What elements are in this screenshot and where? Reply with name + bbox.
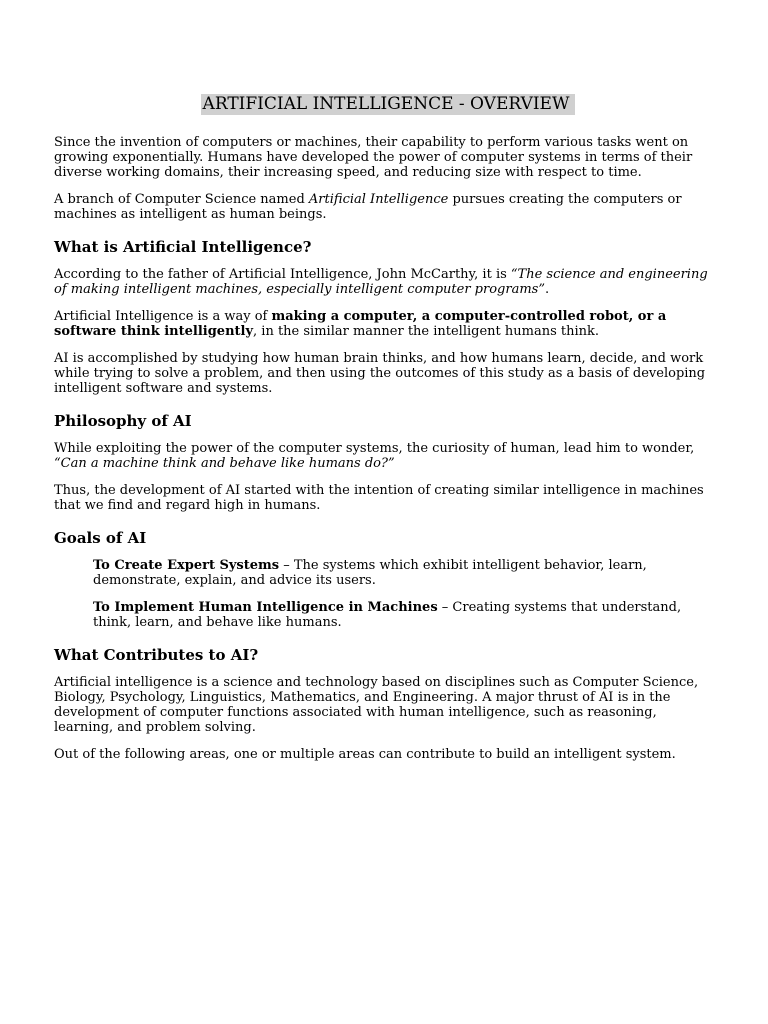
- intro-p1-text: Since the invention of computers or machines, their capability to perform various tasks went on growing exponentially. Humans have developed the power of computer systems in terms of their diverse working domains, their increasing speed, and reducing size with respect to time.: [54, 135, 693, 180]
- contributes-paragraph-1: [54, 675, 714, 735]
- mccarthy-quote: “The science and engineering of making intelligent machines, especially intelligent computer programs”: [54, 267, 708, 297]
- what-is-p1-before: According to the father of Artificial Intelligence, John McCarthy, it is: [54, 267, 511, 282]
- contributes-p2-text: Out of the following areas, one or multiple areas can contribute to build an intelligent system.: [54, 747, 676, 762]
- what-is-p1-after: .: [544, 282, 550, 297]
- philosophy-paragraph-1: [54, 441, 714, 471]
- what-is-paragraph-3: [54, 351, 714, 396]
- intro-p2-italic: Artificial Intelligence: [308, 192, 449, 207]
- title-wrap: [54, 94, 722, 115]
- philosophy-paragraph-2: [54, 483, 714, 513]
- contributes-paragraph-2: [54, 747, 714, 762]
- philosophy-p1-before: While exploiting the power of the computer systems, the curiosity of human, lead him to wonder,: [54, 441, 695, 456]
- philosophy-heading: Philosophy of AI: [54, 412, 192, 430]
- what-is-p3-text: AI is accomplished by studying how human brain thinks, and how humans learn, decide, and work while trying to solve a problem, and then using the outcomes of this study as a basis of developing intelligent software and systems.: [54, 351, 706, 396]
- what-is-p2-before: Artificial Intelligence is a way of: [54, 309, 272, 324]
- page-title: ARTIFICIAL INTELLIGENCE - OVERVIEW: [201, 94, 576, 115]
- goal-1-term: To Create Expert Systems: [93, 558, 280, 573]
- goal-item-2: [54, 600, 714, 630]
- goals-heading: Goals of AI: [54, 529, 147, 547]
- what-is-paragraph-1: [54, 267, 714, 297]
- document-page: [54, 0, 714, 774]
- goal-2-desc: – Creating systems that understand, think, learn, and behave like humans.: [93, 600, 682, 630]
- what-is-paragraph-2: [54, 309, 714, 339]
- contributes-p1-text: Artificial intelligence is a science and technology based on disciplines such as Computer Science, Biology, Psychology, Linguistics, Mathematics, and Engineering. A major thrust of AI is in the development of computer functions associated with human intelligence, such as reasoning, learning, and problem solving.: [54, 675, 699, 735]
- intro-p2-before: A branch of Computer Science named: [54, 192, 309, 207]
- intro-paragraph-2: [54, 192, 714, 222]
- philosophy-p2-text: Thus, the development of AI started with the intention of creating similar intelligence in machines that we find and regard high in humans.: [54, 483, 704, 513]
- what-is-p2-after: , in the similar manner the intelligent humans think.: [253, 324, 600, 339]
- goal-2-term: To Implement Human Intelligence in Machines: [93, 600, 438, 615]
- philosophy-quote: “Can a machine think and behave like humans do?”: [54, 456, 395, 471]
- goal-item-1: [54, 558, 714, 588]
- what-is-p2-bold: making a computer, a computer-controlled robot, or a software think intelligently: [54, 309, 667, 339]
- intro-paragraph-1: [54, 135, 714, 180]
- intro-p2-after: pursues creating the computers or machines as intelligent as human beings.: [54, 192, 682, 222]
- goal-1-desc: – The systems which exhibit intelligent behavior, learn, demonstrate, explain, and advice its users.: [93, 558, 647, 588]
- contributes-heading: What Contributes to AI?: [54, 646, 259, 664]
- what-is-ai-heading: What is Artificial Intelligence?: [54, 238, 312, 256]
